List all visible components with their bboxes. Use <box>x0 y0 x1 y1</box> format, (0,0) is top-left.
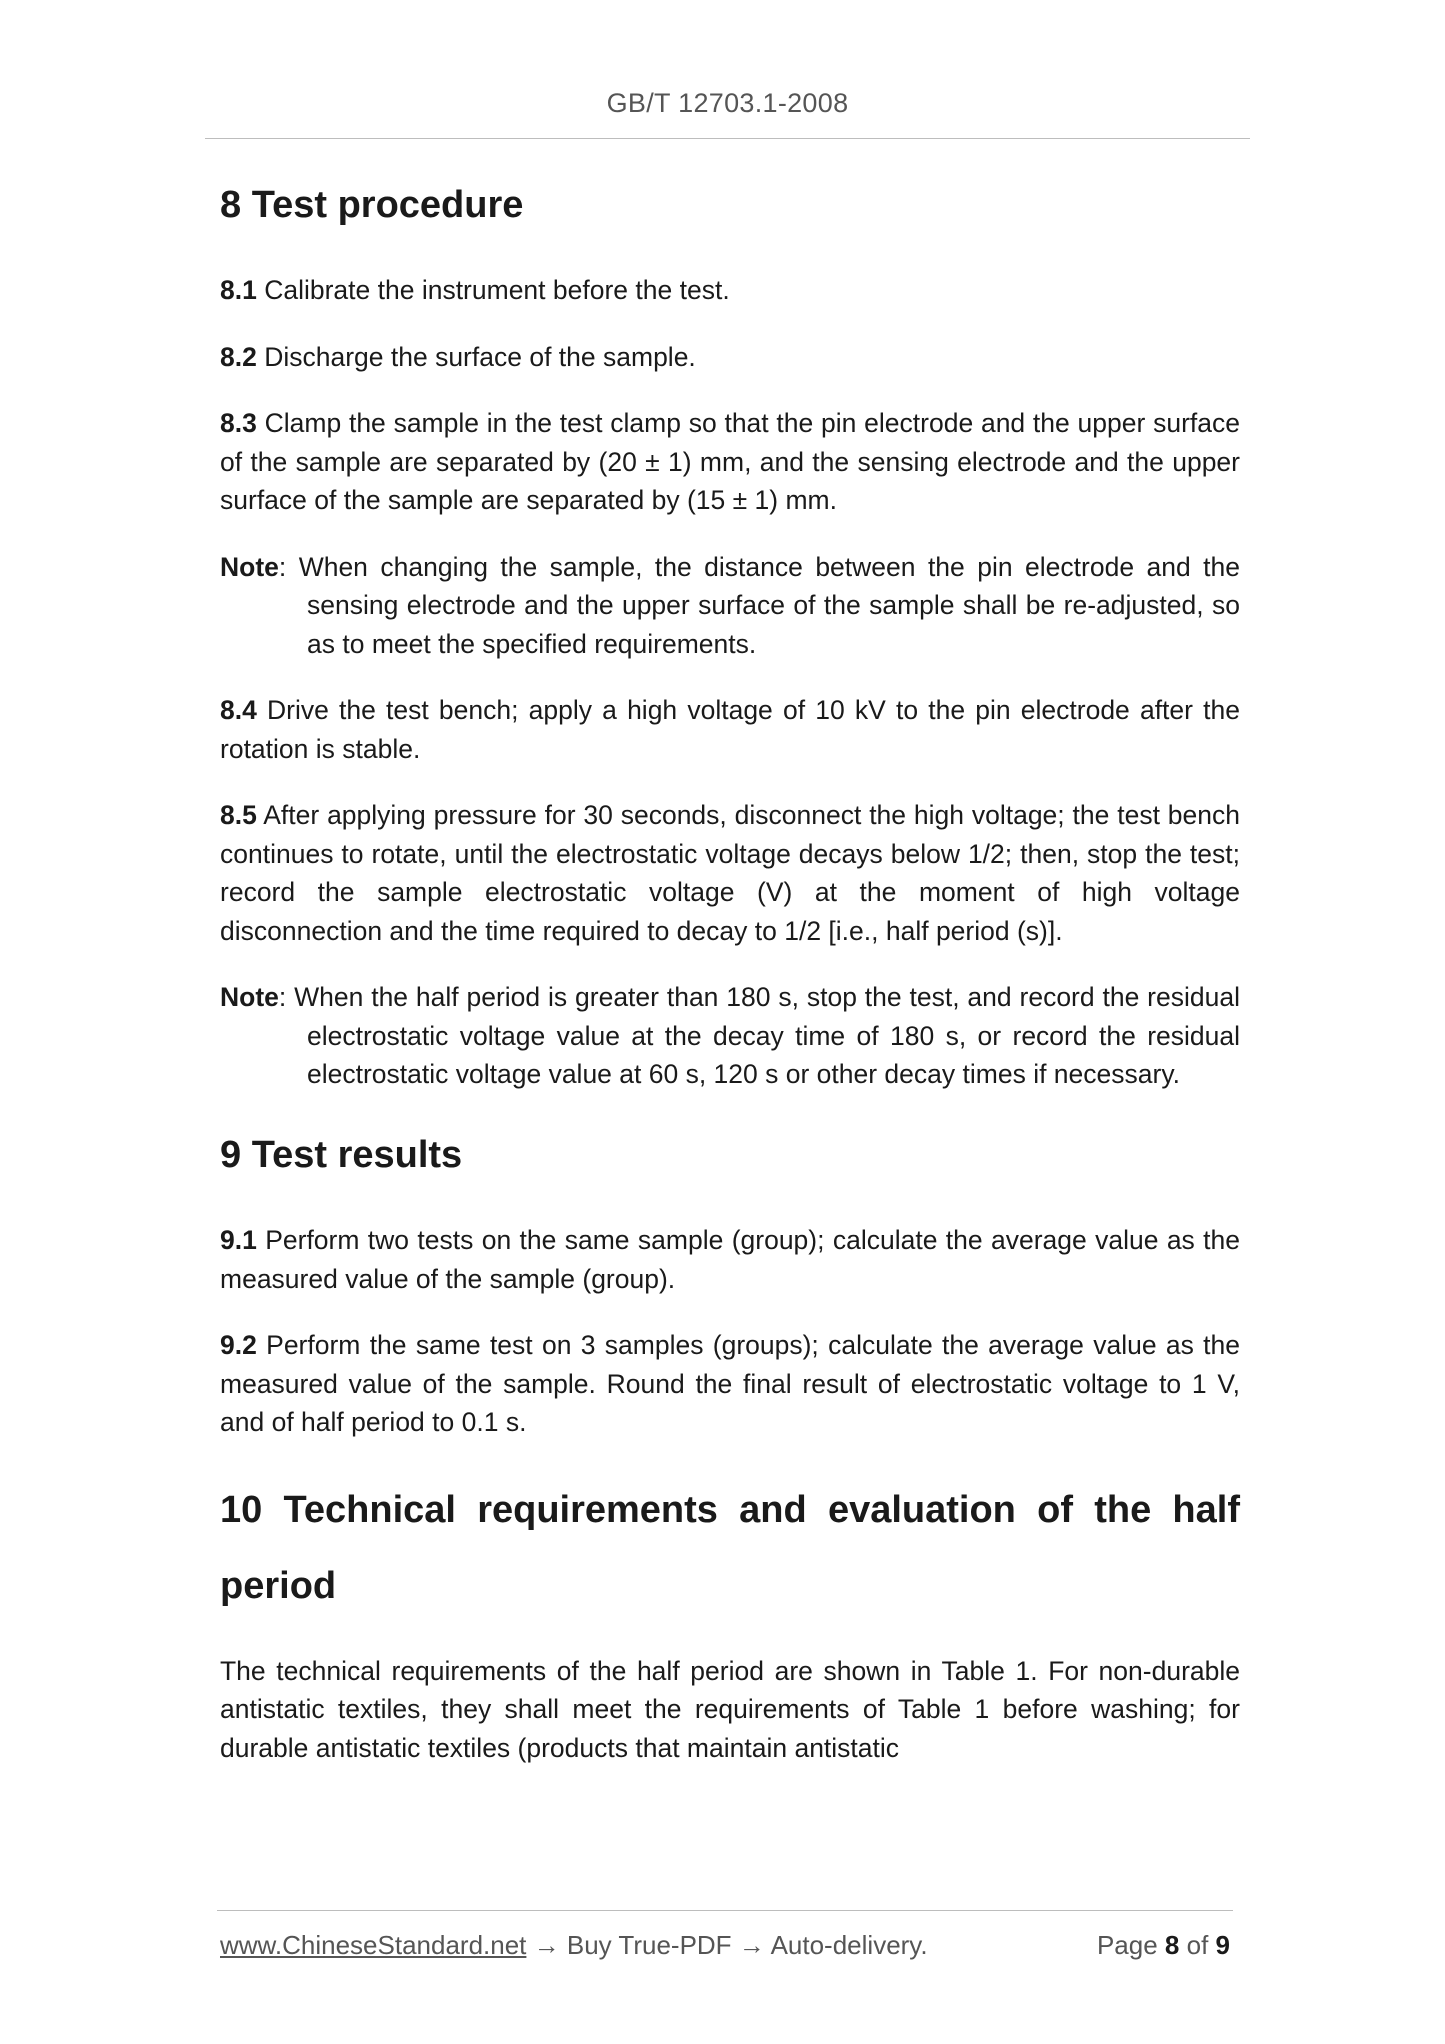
clause-8-1 <box>220 271 1240 310</box>
clause-8-4 <box>220 691 1240 768</box>
page-body <box>220 180 1240 1767</box>
clause-text: Perform the same test on 3 samples (groups); calculate the average value as the measured value of the sample. Round the final result of electrostatic voltage to 1 V, and of half period to 0.1 s. <box>220 1330 1240 1438</box>
clause-9-1 <box>220 1221 1240 1298</box>
footer-divider <box>217 1910 1233 1911</box>
section-10-paragraph: The technical requirements of the half period are shown in Table 1. For non-durable antistatic textiles, they shall meet the requirements of Table 1 before washing; for durable antistatic textiles (products that maintain antistatic <box>220 1655 1240 1763</box>
clause-number: 8.1 <box>220 275 257 306</box>
clause-text: After applying pressure for 30 seconds, disconnect the high voltage; the test bench continues to rotate, until the electrostatic voltage decays below 1/2; then, stop the test; record the sample electrostatic voltage (V) at the moment of high voltage disconnection and the time required to decay to 1/2 [i.e., half period (s)]. <box>220 800 1240 946</box>
note-2 <box>220 978 1240 1094</box>
note-text: : When the half period is greater than 180 s, stop the test, and record the residual electrostatic voltage value at the decay time of 180 s, or record the residual electrostatic voltage value at 60 s, 120 s or other decay times if necessary. <box>278 982 1240 1090</box>
clause-text: Calibrate the instrument before the test. <box>256 275 730 306</box>
clause-text: Clamp the sample in the test clamp so that the pin electrode and the upper surface of the sample are separated by (20 ± 1) mm, and the sensing electrode and the upper surface of the sample are separated by (15 ± 1) mm. <box>220 408 1240 516</box>
website-link[interactable]: www.ChineseStandard.net <box>220 1930 527 1960</box>
note-label: Note <box>220 551 279 582</box>
section-10-heading: 10 Technical requirements and evaluation of the half period <box>220 1488 1240 1607</box>
clause-9-2 <box>220 1326 1240 1442</box>
clause-text: Discharge the surface of the sample. <box>256 341 696 372</box>
section-9-heading: 9 Test results <box>220 1133 463 1176</box>
total-page-number: 9 <box>1215 1930 1230 1960</box>
document-header: GB/T 12703.1-2008 <box>606 88 849 118</box>
clause-number: 8.3 <box>220 408 257 439</box>
clause-number: 8.4 <box>220 695 257 726</box>
clause-number: 8.5 <box>220 800 257 831</box>
current-page-number: 8 <box>1164 1930 1180 1960</box>
page-footer <box>220 1930 1230 1961</box>
clause-text: Perform two tests on the same sample (group); calculate the average value as the measured value of the sample (group). <box>220 1225 1240 1294</box>
section-8-heading: 8 Test procedure <box>220 184 524 226</box>
clause-8-2 <box>220 338 1240 377</box>
clause-number: 9.1 <box>220 1225 257 1256</box>
page-indicator <box>1097 1930 1230 1961</box>
of-word: of <box>1179 1930 1216 1960</box>
clause-8-5 <box>220 796 1240 950</box>
header-divider <box>205 138 1250 139</box>
clause-8-3 <box>220 404 1240 520</box>
clause-number: 9.2 <box>220 1330 257 1361</box>
clause-number: 8.2 <box>220 341 257 372</box>
footer-tagline: → Buy True-PDF → Auto-delivery. <box>526 1930 928 1960</box>
note-1 <box>220 548 1240 664</box>
clause-text: Drive the test bench; apply a high voltage of 10 kV to the pin electrode after the rotation is stable. <box>220 695 1240 764</box>
footer-promo <box>220 1930 928 1960</box>
page-word: Page <box>1096 1930 1165 1960</box>
note-text: : When changing the sample, the distance between the pin electrode and the sensing electrode and the upper surface of the sample shall be re-adjusted, so as to meet the specified requirements. <box>278 551 1240 659</box>
note-label: Note <box>220 982 279 1013</box>
